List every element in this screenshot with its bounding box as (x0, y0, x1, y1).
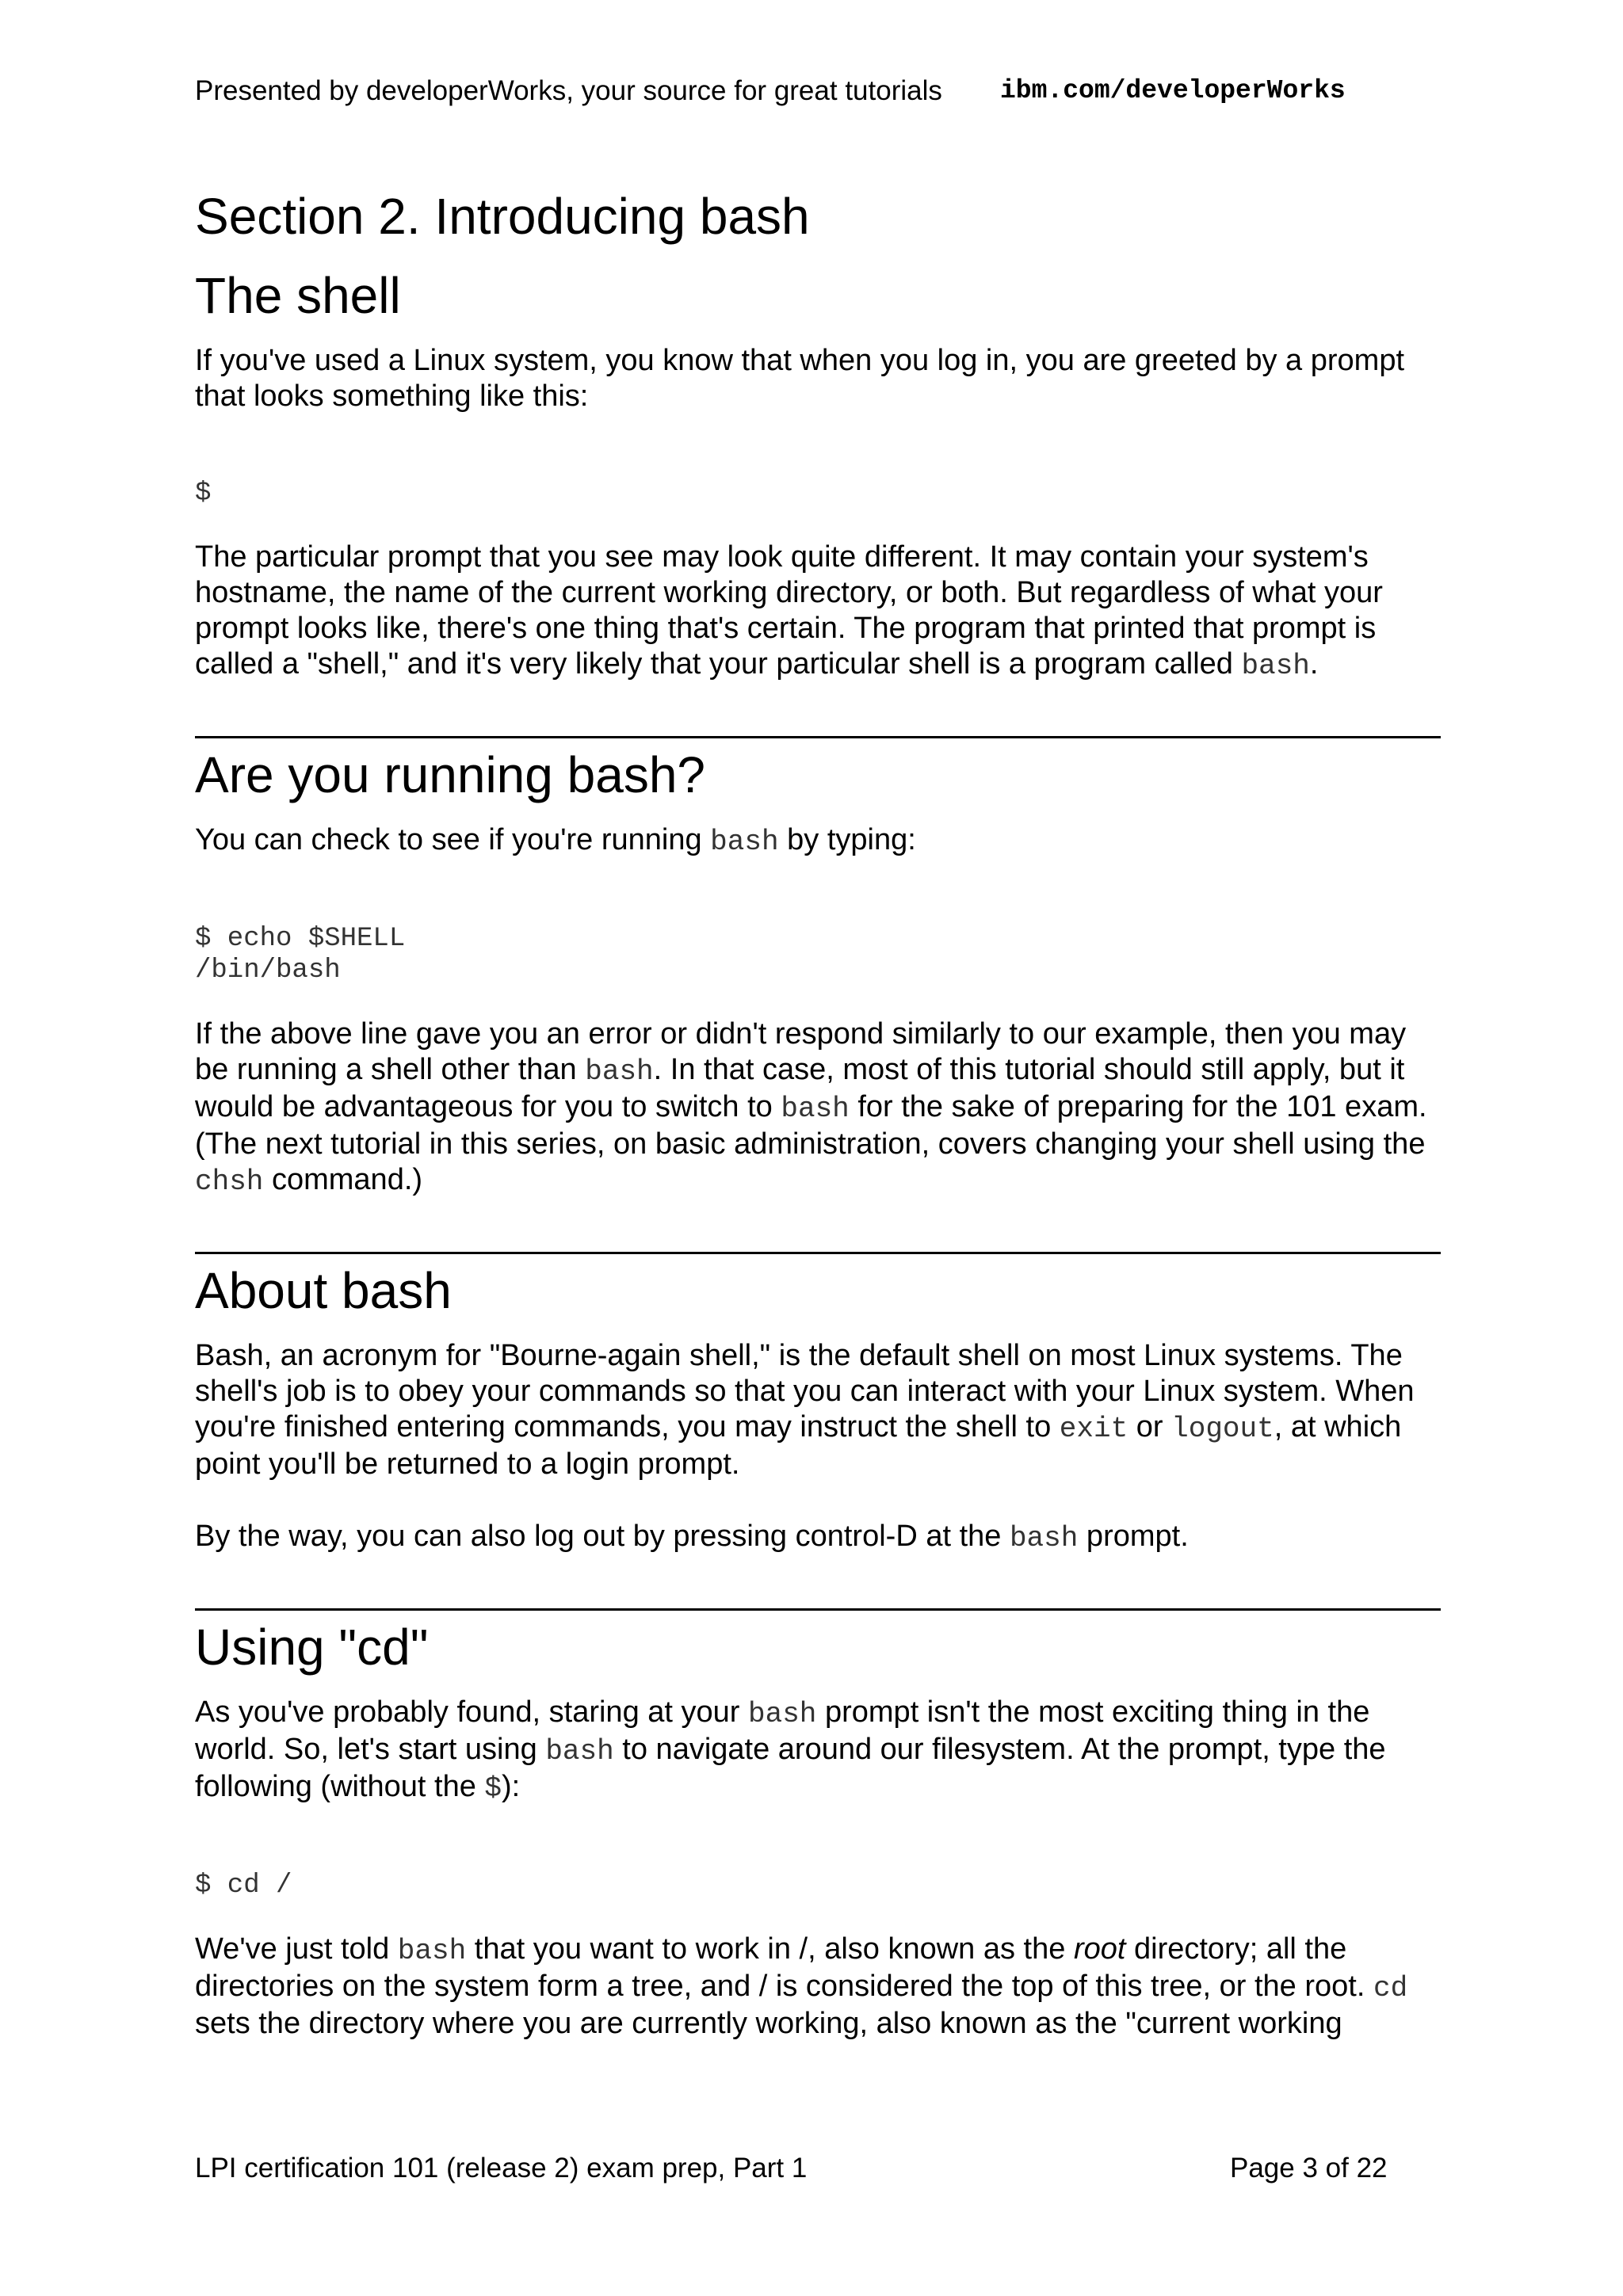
page-content (195, 178, 1441, 2078)
cd-paragraph-2 (195, 1932, 1441, 2042)
inline-code: bash (585, 1055, 654, 1088)
text-run: prompt. (1078, 1520, 1189, 1553)
about-paragraph-1 (195, 1338, 1441, 1482)
text-run: or (1128, 1410, 1172, 1444)
text-run: prompt isn't the most exciting thing in the world. So, let's start using (195, 1695, 1370, 1766)
text-run: ): (502, 1770, 521, 1803)
text-run: that you want to work in /, also known as the (466, 1932, 1074, 1966)
emphasis-text: root (1073, 1932, 1126, 1966)
shell-paragraph-2 (195, 540, 1441, 684)
section-title: Section 2. Introducing bash (195, 188, 810, 245)
inline-code: chsh (195, 1165, 264, 1198)
inline-code: bash (748, 1698, 817, 1730)
about-paragraph-2 (195, 1519, 1441, 1556)
heading-are-you-running-bash: Are you running bash? (195, 746, 705, 803)
running-paragraph-1 (195, 822, 1441, 860)
inline-code: logout (1171, 1413, 1274, 1445)
footer-page-number: Page 3 of 22 (1230, 2153, 1388, 2183)
running-footer (195, 2150, 1463, 2190)
inline-code: cd (1373, 1972, 1408, 2004)
inline-code: bash (397, 1935, 467, 1967)
section-divider (195, 1252, 1441, 1254)
text-run: to navigate around our filesystem. At the prompt, type the following (without the (195, 1733, 1386, 1803)
inline-code: bash (1009, 1522, 1079, 1554)
text-run: command.) (263, 1163, 423, 1196)
text-run: . In that case, most of this tutorial should still apply, but it would be advantageous for you to switch to (195, 1053, 1405, 1123)
heading-using-cd: Using "cd" (195, 1619, 429, 1676)
section-divider (195, 1608, 1441, 1611)
shell-code-block: $ (195, 479, 212, 509)
text-run: directory; all the directories on the system form a tree, and / is considered the top of this tree, or the root. (195, 1932, 1373, 2003)
footer-document-title: LPI certification 101 (release 2) exam prep, Part 1 (195, 2153, 808, 2183)
inline-code: bash (781, 1093, 850, 1125)
cd-code-block: $ cd / (195, 1871, 292, 1901)
inline-code: $ (484, 1772, 502, 1805)
header-site-url[interactable]: ibm.com/developerWorks (1000, 76, 1346, 105)
text-run: by typing: (778, 823, 916, 856)
text-run: You can check to see if you're running (195, 823, 711, 856)
running-header (195, 73, 1463, 113)
shell-paragraph-1: If you've used a Linux system, you know that when you log in, you are greeted by a prompt that looks something like this: (195, 344, 1405, 413)
header-publisher-text: Presented by developerWorks, your source for great tutorials (195, 75, 942, 106)
section-divider (195, 736, 1441, 738)
text-run: Bash, an acronym for "Bourne-again shell," is the default shell on most Linux systems. The shell's job is to obey your commands so that you can interact with your Linux system. When you're finished entering commands, you may instruct the shell to (195, 1339, 1415, 1444)
cd-paragraph-1 (195, 1695, 1441, 1806)
text-run: sets the directory where you are currently working, also known as the "current working (195, 2007, 1342, 2040)
text-run: . (1309, 647, 1319, 681)
inline-code: bash (545, 1735, 614, 1768)
text-run: By the way, you can also log out by pressing control-D at the (195, 1520, 1010, 1553)
text-run: As you've probably found, staring at your (195, 1695, 748, 1729)
inline-code: bash (710, 826, 779, 858)
inline-code: bash (1241, 650, 1310, 682)
text-run: for the sake of preparing for the 101 exam. (The next tutorial in this series, on basic administration, covers changing your shell using the (195, 1090, 1427, 1161)
inline-code: exit (1059, 1413, 1128, 1445)
text-run: If the above line gave you an error or didn't respond similarly to our example, then you may be running a shell other than (195, 1017, 1407, 1086)
text-run: We've just told (195, 1932, 398, 1966)
text-run: , at which point you'll be returned to a login prompt. (195, 1410, 1402, 1481)
running-code-block: $ echo $SHELL /bin/bash (195, 924, 406, 986)
running-paragraph-2 (195, 1016, 1441, 1199)
heading-the-shell: The shell (195, 267, 401, 324)
heading-about-bash: About bash (195, 1262, 452, 1319)
text-run: The particular prompt that you see may look quite different. It may contain your system's hostname, the name of the current working directory, or both. But regardless of what your prompt looks like, there's one thing that's certain. The program that printed that prompt is called a "shell," and it's very likely that your particular shell is a program called (195, 540, 1383, 681)
